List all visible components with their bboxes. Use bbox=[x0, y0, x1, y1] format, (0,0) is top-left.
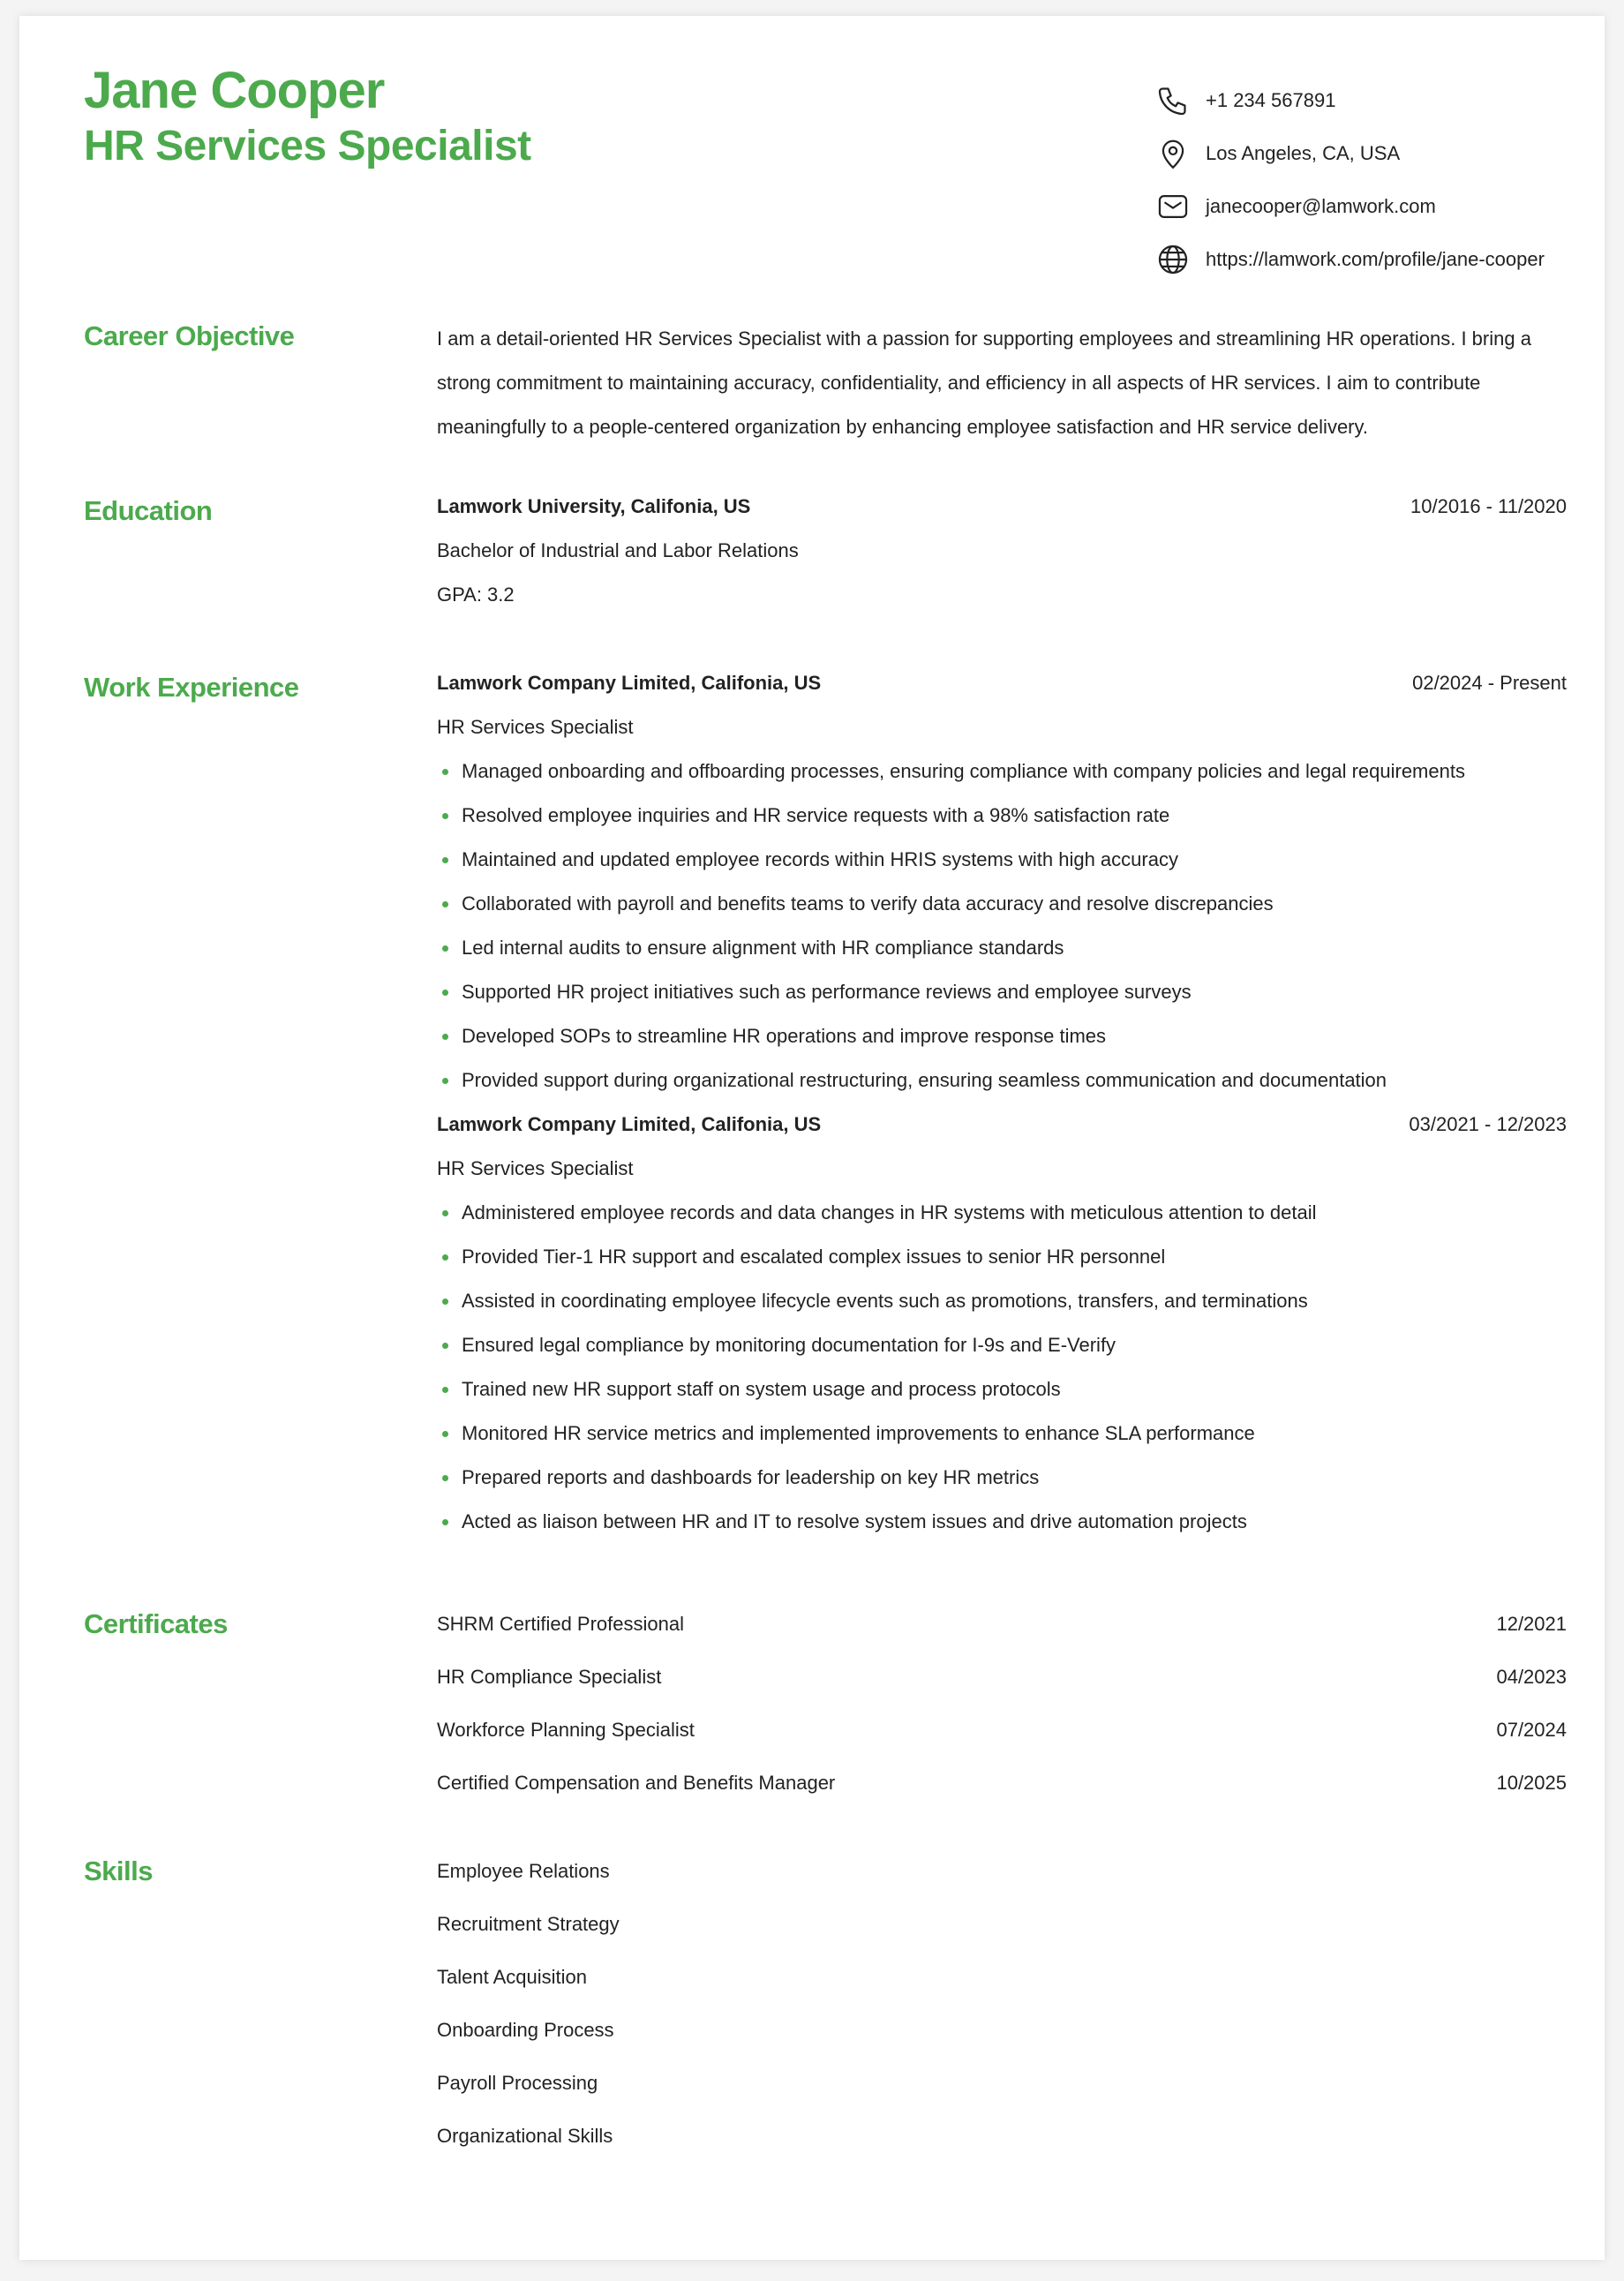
skill-item: Recruitment Strategy bbox=[437, 1913, 620, 1935]
globe-icon bbox=[1156, 243, 1190, 276]
job-role: HR Services Specialist bbox=[437, 716, 634, 738]
job-entry bbox=[437, 1103, 1567, 1544]
section-title-certificates: Certificates bbox=[84, 1608, 228, 1639]
website-link[interactable]: https://lamwork.com/profile/jane-cooper bbox=[1206, 248, 1545, 270]
job-bullets bbox=[437, 749, 1567, 1103]
certificate-item bbox=[437, 1598, 1567, 1651]
contact-website bbox=[1156, 233, 1562, 286]
skill-item: Payroll Processing bbox=[437, 2072, 598, 2094]
job-dates: 02/2024 - Present bbox=[1412, 672, 1567, 694]
section-title-objective: Career Objective bbox=[84, 320, 295, 351]
education-school: Lamwork University, Califonia, US bbox=[437, 495, 751, 517]
certificate-name: HR Compliance Specialist bbox=[437, 1666, 662, 1688]
skill-item: Talent Acquisition bbox=[437, 1966, 587, 1988]
candidate-title: HR Services Specialist bbox=[84, 122, 531, 169]
certificate-name: Certified Compensation and Benefits Manager bbox=[437, 1772, 836, 1794]
certificate-date: 07/2024 bbox=[1496, 1719, 1567, 1741]
list-item: Collaborated with payroll and benefits teams to verify data accuracy and resolve discrepancies bbox=[437, 882, 1567, 926]
contact-email bbox=[1156, 180, 1562, 233]
phone-text: +1 234 567891 bbox=[1206, 89, 1336, 111]
section-title-work: Work Experience bbox=[84, 672, 299, 703]
list-item: Provided support during organizational restructuring, ensuring seamless communication and documentation bbox=[437, 1058, 1567, 1103]
section-title-education: Education bbox=[84, 495, 213, 526]
education-gpa: GPA: 3.2 bbox=[437, 583, 515, 606]
candidate-name: Jane Cooper bbox=[84, 62, 385, 119]
certificate-date: 04/2023 bbox=[1496, 1666, 1567, 1688]
list-item: Prepared reports and dashboards for leadership on key HR metrics bbox=[437, 1456, 1567, 1500]
location-pin-icon bbox=[1156, 137, 1190, 170]
skill-item: Employee Relations bbox=[437, 1860, 610, 1882]
list-item: Monitored HR service metrics and implemented improvements to enhance SLA performance bbox=[437, 1412, 1567, 1456]
phone-icon bbox=[1156, 84, 1190, 117]
list-item: Managed onboarding and offboarding processes, ensuring compliance with company policies and legal requirements bbox=[437, 749, 1567, 794]
certificate-date: 10/2025 bbox=[1496, 1772, 1567, 1794]
resume-page bbox=[19, 16, 1605, 2260]
list-item: Administered employee records and data changes in HR systems with meticulous attention to detail bbox=[437, 1191, 1567, 1235]
mail-icon bbox=[1156, 190, 1190, 223]
list-item: Provided Tier-1 HR support and escalated complex issues to senior HR personnel bbox=[437, 1235, 1567, 1279]
contact-phone bbox=[1156, 74, 1562, 127]
certificate-list bbox=[437, 1598, 1567, 1810]
job-role: HR Services Specialist bbox=[437, 1157, 634, 1179]
list-item: Trained new HR support staff on system usage and process protocols bbox=[437, 1367, 1567, 1412]
education-degree: Bachelor of Industrial and Labor Relations bbox=[437, 539, 799, 561]
contact-list bbox=[1156, 74, 1562, 286]
list-item: Resolved employee inquiries and HR service requests with a 98% satisfaction rate bbox=[437, 794, 1567, 838]
job-dates: 03/2021 - 12/2023 bbox=[1409, 1113, 1567, 1135]
certificate-item bbox=[437, 1757, 1567, 1810]
certificate-name: SHRM Certified Professional bbox=[437, 1613, 684, 1635]
skill-item: Onboarding Process bbox=[437, 2019, 614, 2041]
job-bullets bbox=[437, 1191, 1567, 1544]
location-text: Los Angeles, CA, USA bbox=[1206, 142, 1401, 164]
list-item: Assisted in coordinating employee lifecycle events such as promotions, transfers, and terminations bbox=[437, 1279, 1567, 1323]
email-link[interactable]: janecooper@lamwork.com bbox=[1206, 195, 1436, 217]
certificate-date: 12/2021 bbox=[1496, 1613, 1567, 1635]
list-item: Acted as liaison between HR and IT to resolve system issues and drive automation projects bbox=[437, 1500, 1567, 1544]
certificate-name: Workforce Planning Specialist bbox=[437, 1719, 695, 1741]
list-item: Led internal audits to ensure alignment with HR compliance standards bbox=[437, 926, 1567, 970]
certificate-item bbox=[437, 1651, 1567, 1704]
objective-text: I am a detail-oriented HR Services Specialist with a passion for supporting employees and streamlining HR operations. I bring a strong commitment to maintaining accuracy, confidentiality, and efficiency in all aspects of HR services. I aim to contribute meaningfully to a people-centered organization by enhancing employee satisfaction and HR service delivery. bbox=[437, 327, 1531, 438]
job-company: Lamwork Company Limited, Califonia, US bbox=[437, 672, 822, 694]
job-entry bbox=[437, 661, 1567, 1103]
education-entry bbox=[437, 485, 1567, 617]
list-item: Maintained and updated employee records within HRIS systems with high accuracy bbox=[437, 838, 1567, 882]
skill-item: Organizational Skills bbox=[437, 2125, 613, 2147]
list-item: Developed SOPs to streamline HR operations and improve response times bbox=[437, 1014, 1567, 1058]
certificate-item bbox=[437, 1704, 1567, 1757]
education-dates: 10/2016 - 11/2020 bbox=[1410, 495, 1567, 517]
section-title-skills: Skills bbox=[84, 1856, 153, 1886]
work-entries bbox=[437, 661, 1567, 1544]
job-company: Lamwork Company Limited, Califonia, US bbox=[437, 1113, 822, 1135]
list-item: Ensured legal compliance by monitoring documentation for I-9s and E-Verify bbox=[437, 1323, 1567, 1367]
contact-location bbox=[1156, 127, 1562, 180]
list-item: Supported HR project initiatives such as performance reviews and employee surveys bbox=[437, 970, 1567, 1014]
skill-list bbox=[437, 1845, 1567, 2163]
